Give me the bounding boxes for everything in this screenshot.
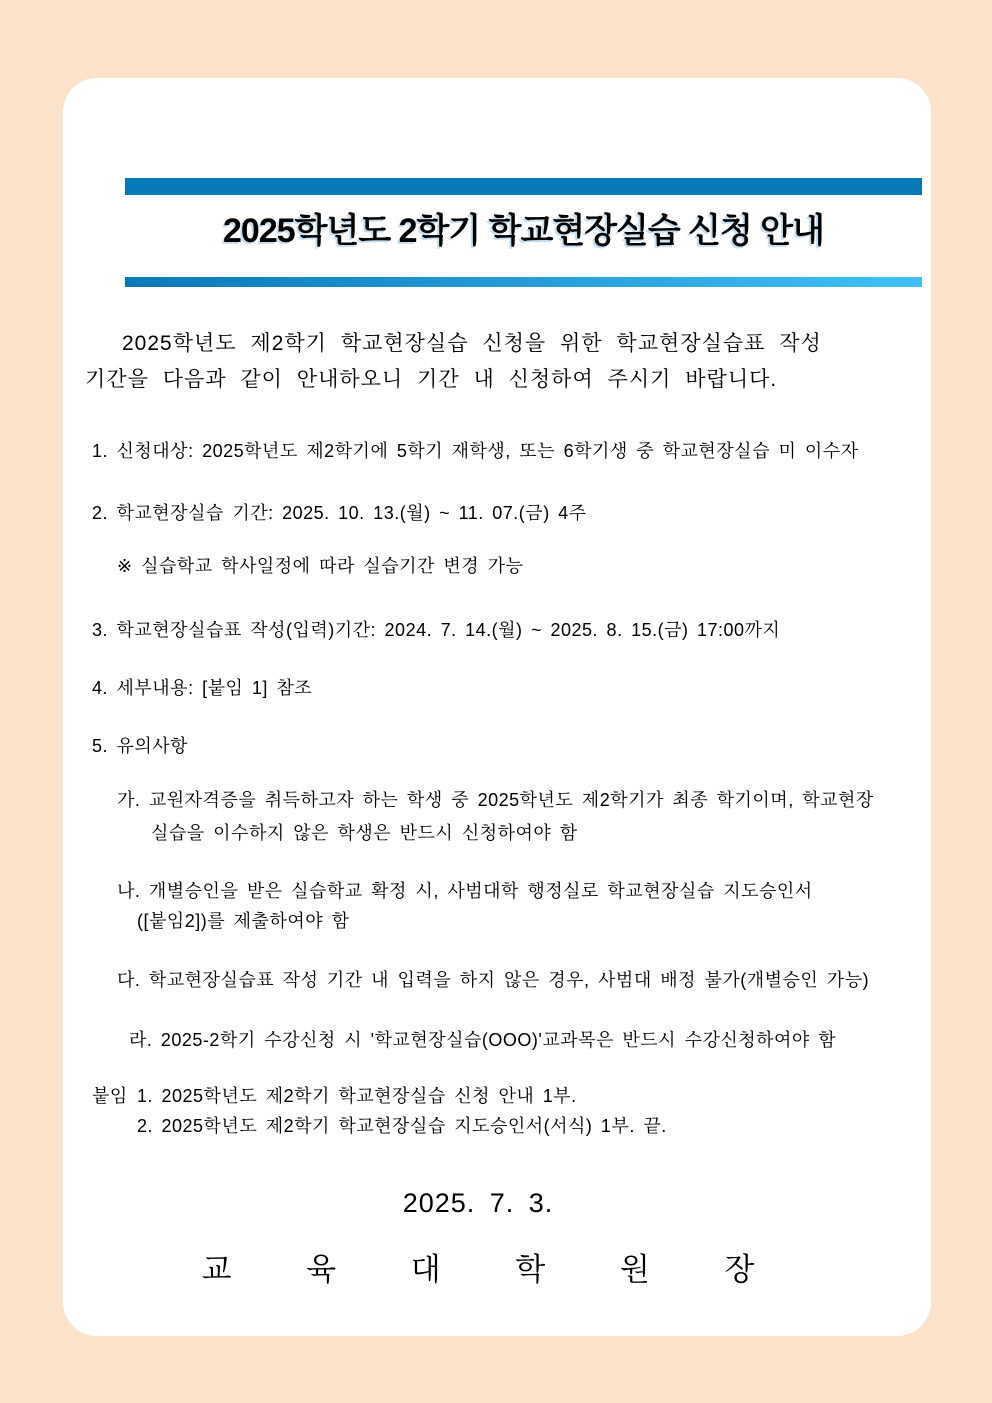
notice-card xyxy=(63,78,931,1336)
list-item-2-note: ※ 실습학교 학사일정에 따라 실습기간 변경 가능 xyxy=(117,556,524,576)
caution-na-line-1: 나. 개별승인을 받은 실습학교 확정 시, 사범대학 행정실로 학교현장실습 지도승인서 xyxy=(117,881,813,901)
caution-ga-line-2: 실습을 이수하지 않은 학생은 반드시 신청하여야 함 xyxy=(151,823,578,843)
signature-dean-of-graduate-school-of-education: 교 육 대 학 원 장 xyxy=(201,1252,788,1287)
caution-ra: 라. 2025-2학기 수강신청 시 '학교현장실습(OOO)'교과목은 반드시 수강신청하여야 함 xyxy=(129,1030,837,1050)
attachment-item-2: 2. 2025학년도 제2학기 학교현장실습 지도승인서(서식) 1부. 끝. xyxy=(137,1116,667,1136)
list-item-4-details: 4. 세부내용: [붙임 1] 참조 xyxy=(92,678,313,698)
intro-paragraph-line-1: 2025학년도 제2학기 학교현장실습 신청을 위한 학교현장실습표 작성 xyxy=(122,332,822,355)
caution-na-line-2: ([붙임2])를 제출하여야 함 xyxy=(137,911,350,931)
attachments-label: 붙임 xyxy=(92,1086,128,1106)
list-item-2-practice-period: 2. 학교현장실습 기간: 2025. 10. 13.(월) ~ 11. 07.(금) 4주 xyxy=(92,503,587,523)
notice-title: 2025학년도 2학기 학교현장실습 신청 안내 xyxy=(223,212,824,250)
caution-da: 다. 학교현장실습표 작성 기간 내 입력을 하지 않은 경우, 사범대 배정 불가(개별승인 가능) xyxy=(117,970,870,990)
list-item-1-applicants: 1. 신청대상: 2025학년도 제2학기에 5학기 재학생, 또는 6학기생 중 학교현장실습 미 이수자 xyxy=(92,441,859,461)
title-top-bar xyxy=(125,178,922,195)
intro-paragraph-line-2: 기간을 다음과 같이 안내하오니 기간 내 신청하여 주시기 바랍니다. xyxy=(85,368,778,391)
attachment-item-1: 1. 2025학년도 제2학기 학교현장실습 신청 안내 1부. xyxy=(137,1086,577,1106)
title-bottom-gradient-bar xyxy=(125,277,922,287)
list-item-3-entry-period: 3. 학교현장실습표 작성(입력)기간: 2024. 7. 14.(월) ~ 2025. 8. 15.(금) 17:00까지 xyxy=(92,620,781,640)
caution-ga-line-1: 가. 교원자격증을 취득하고자 하는 학생 중 2025학년도 제2학기가 최종 학기이며, 학교현장 xyxy=(117,790,874,810)
list-item-5-cautions-heading: 5. 유의사항 xyxy=(92,736,189,756)
notice-date: 2025. 7. 3. xyxy=(402,1188,554,1218)
